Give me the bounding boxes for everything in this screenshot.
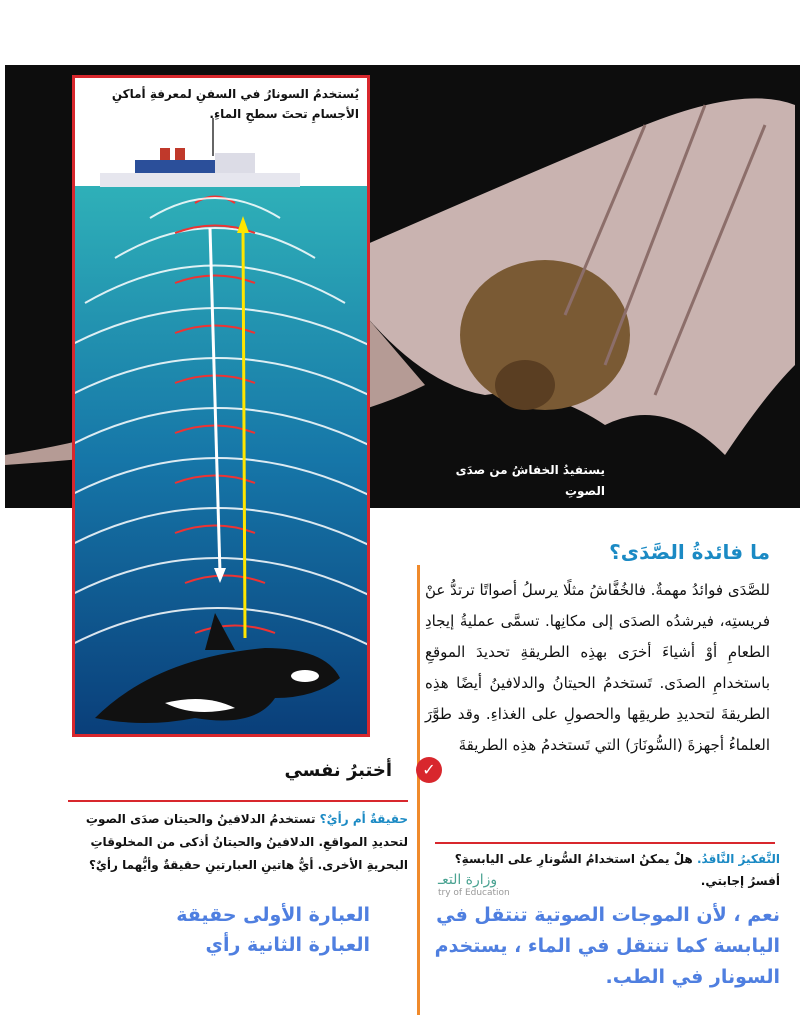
bat-caption-line: يستفيدُ الخفاشُ من صدَى الصوتِ [455, 463, 605, 498]
sonar-illustration [75, 78, 367, 734]
bat-caption [420, 460, 605, 523]
self-test-answer [176, 900, 370, 960]
checkmark-icon: ✓ [416, 757, 442, 783]
paragraph-text: للصَّدَى فوائدُ مهمةٌ. فالخُفَّاشُ مثلًا يرسلُ أصواتًا ترتدُّ عنْ فريستِه، فيرشدُه الصدَى إلى مكانِها. تسمَّى عمليةُ إيجادِ الطعامِ أوْ أشياءَ أخرَى بهذِه الطريقةِ تحديدَ الموقعِ باستخدامِ الصدَى. تَستخدمُ الحيتانُ والدلافينُ أيضًا هذِه الطريقةَ لتحديدِ طريقِها والحصولِ على الغذاءِ. وقد طوَّرَ العلماءُ أجهزةَ (السُّونَارَ) التي تَستخدمُ هذِه الطريقةَ [425, 581, 770, 754]
bat-caption-line: في تحديدِ موقعِ فريستِه. [461, 505, 605, 519]
ship-icon [100, 118, 300, 187]
watermark-arabic: وزارة التعـ [438, 872, 498, 888]
return-arrow [243, 228, 245, 638]
critical-question: هلْ يمكنُ استخدامُ السُّونارِ على اليابسةِ؟ [454, 852, 693, 866]
self-test-heading: أختبرُ نفسي [284, 760, 392, 781]
critical-label: التَّفكيرُ النَّاقدُ. [696, 852, 780, 866]
sonar-caption: يُستخدمُ السونارُ في السفنِ لمعرفةِ أماكنِ الأجسامِ تحتَ سطحِ الماءِ. [111, 87, 359, 121]
fact-question: تستخدمُ الدلافينُ والحيتان صدَى الصوتِ لتحديدِ المواقعِ. الدلافينُ والحيتانُ أذكى من المخلوقاتِ البحريةِ الأخرى. أيُّ هاتينِ العبارتينِ حقيقةٌ وأيُّهما رأيٌ؟ [85, 812, 408, 872]
fact-label: حقيقةٌ أم رأيٌ؟ [319, 812, 408, 826]
section-paragraph [425, 575, 770, 761]
answer-line: العبارة الأولى حقيقة [176, 904, 370, 926]
divider [68, 800, 408, 802]
section-heading: ما فائدةُ الصَّدَى؟ [609, 540, 770, 564]
watermark-english: try of Education [438, 888, 510, 898]
critical-answer: نعم ، لأن الموجات الصوتية تنتقل في اليابسة كما تنتقل في الماء ، يستخدم السونار في الطب. [434, 904, 780, 988]
fact-or-opinion [78, 808, 408, 877]
watermark-logo [438, 872, 510, 898]
divider [435, 842, 775, 844]
critical-instruction: أفسرُ إجابتي. [700, 874, 780, 888]
answer-line: العبارة الثانية رأي [205, 934, 370, 956]
sonar-figure [72, 75, 370, 737]
